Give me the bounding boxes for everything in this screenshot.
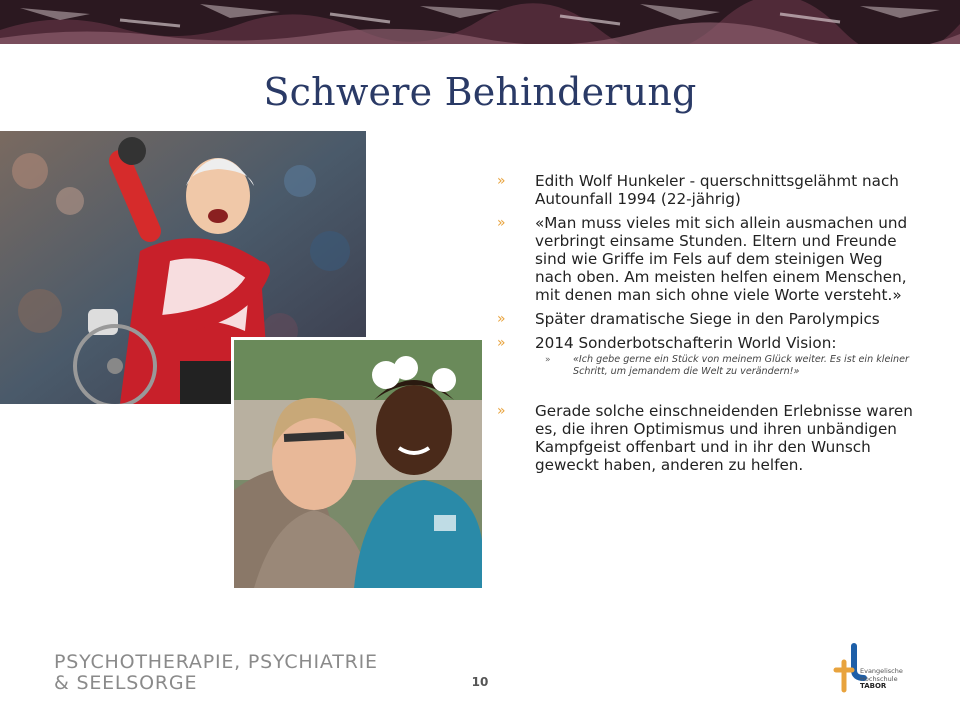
bullet-item: » Später dramatische Siege in den Parolympics [497,310,880,328]
slide-title: Schwere Behinderung [263,70,697,114]
bullet-icon: » [497,335,506,351]
bullet-icon: » [497,173,506,189]
bullet-item: » «Man muss vieles mit sich allein ausmachen und verbringt einsame Stunden. Eltern und Freunde sind wie Griffe im Fels auf dem steinigen Weg nach oben. Am meisten helfen einem Menschen, mit denen man sich ohne viele Worte versteht.» [497,214,908,304]
portrait-photo [231,337,482,588]
sub-bullet-item: » «Ich gebe gerne ein Stück von meinem Glück weiter. Es ist ein kleiner Schritt, um jemandem die Welt zu verändern!» [545,354,909,377]
bullet-icon: » [497,215,506,231]
bullet-list [497,172,917,480]
bullet-item: » 2014 Sonderbotschafterin World Vision: [497,334,837,352]
sub-bullet-icon: » [545,355,551,365]
footer-brand-line2: & SEELSORGE [54,672,198,694]
page-number: 10 [471,675,489,689]
logo-text: Evangelische Hochschule TABOR [860,667,903,690]
footer-brand-line1: PSYCHOTHERAPIE, PSYCHIATRIE [54,651,378,673]
bullet-item: » Gerade solche einschneidenden Erlebnisse waren es, die ihren Optimismus und ihren unbändigen Kampfgeist offenbart und in ihr den Wunsch geweckt haben, anderen zu helfen. [497,402,913,474]
top-decorative-band [0,0,960,44]
bullet-item: » Edith Wolf Hunkeler - querschnittsgelähmt nach Autounfall 1994 (22-jährig) [497,172,899,208]
tabor-logo [832,640,922,696]
bullet-icon: » [497,403,506,419]
bullet-icon: » [497,311,506,327]
